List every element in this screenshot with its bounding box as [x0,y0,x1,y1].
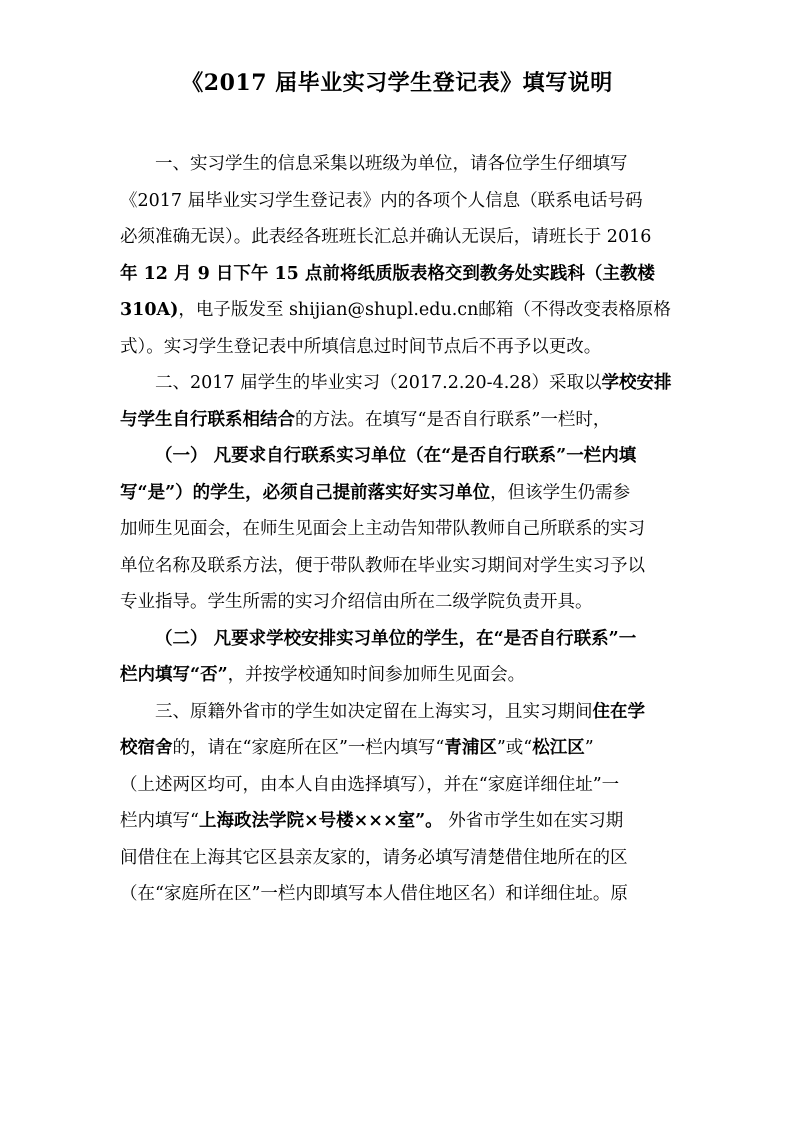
text-segment: 《2017 届毕业实习学生登记表》内的各项个人信息（联系电话号码 [120,190,643,211]
bold-text: （二） 凡要求学校安排实习单位的学生，在“是否自行联系”一 [155,628,637,649]
text-segment: 一、实习学生的信息采集以班级为单位，请各位学生仔细填写 [155,154,628,174]
bold-text: 学校安排 [601,373,672,393]
bold-text: 青浦区 [444,738,497,758]
text-segment: ”或“ [496,738,533,758]
text-line [120,694,682,731]
bold-text: 写“是”）的学生，必须自己提前落实好实习单位 [120,482,491,503]
bold-text: （一） 凡要求自行联系实习单位（在“是否自行联系”一栏内填 [155,446,637,466]
text-segment: 外省市学生如在实习期 [442,811,624,831]
text-segment: ，并按学校通知时间参加师生见面会。 [227,665,526,685]
bold-text: 310A) [120,300,179,320]
text-line [120,657,682,694]
text-line [120,767,682,804]
text-line [120,475,682,512]
document-title: 《2017 届毕业实习学生登记表》填写说明 [181,70,613,96]
text-segment: 间借住在上海其它区县亲友家的，请务必填写清楚借住地所在的区 [120,847,628,868]
text-segment: ，电子版发至 shijian@shupl.edu.cn邮箱（不得改变表格原格 [178,300,671,320]
text-line [120,621,682,658]
text-segment: 栏内填写“ [120,811,199,831]
text-segment: ” [584,738,594,758]
text-segment: （上述两区均可，由本人自由选择填写），并在“家庭详细住址”一 [120,774,620,795]
text-line [120,365,682,402]
text-line [120,438,682,475]
text-segment: 单位名称及联系方法，便于带队教师在毕业实习期间对学生实习予以 [120,555,645,576]
text-line [120,840,682,877]
text-line [120,329,682,366]
text-line [120,219,682,256]
text-line [120,584,682,621]
text-segment: 专业指导。学生所需的实习介绍信由所在二级学院负责开具。 [120,592,593,612]
text-segment: 二、2017 届学生的毕业实习（2017.2.20-4.28）采取以 [155,373,602,393]
text-line [120,548,682,585]
text-line [120,183,682,220]
bold-text: 校宿舍 [120,738,173,758]
text-line [120,730,682,767]
text-line [120,146,682,183]
bold-text: 松江区 [532,738,585,758]
text-segment: 加师生见面会，在师生见面会上主动告知带队教师自己所联系的实习 [120,519,645,539]
text-segment: 的方法。在填写“是否自行联系”一栏时， [295,409,611,430]
bold-text: 栏内填写“否” [120,665,228,685]
bold-text: 住在学 [592,701,645,722]
text-line [120,256,682,293]
text-line [120,876,682,913]
text-line [120,292,682,329]
text-segment: 的，请在“家庭所在区”一栏内填写“ [172,738,445,758]
text-segment: ，但该学生仍需参 [490,482,631,503]
text-segment: （在“家庭所在区”一栏内即填写本人借住地区名）和详细住址。原 [120,884,628,904]
text-line [120,803,682,840]
bold-text: 与学生自行联系相结合 [120,409,295,430]
document-body [120,146,682,913]
text-line [120,402,682,439]
text-segment: 式）。实习学生登记表中所填信息过时间节点后不再予以更改。 [120,336,602,357]
text-segment: 必须准确无误）。此表经各班班长汇总并确认无误后，请班长于 2016 [120,227,652,247]
text-segment: 三、原籍外省市的学生如决定留在上海实习，且实习期间 [155,701,593,722]
text-line [120,511,682,548]
bold-text: 年 12 月 9 日下午 15 点前将纸质版表格交到教务处实践科（主教楼 [120,263,655,284]
bold-text: 上海政法学院×号楼×××室”。 [198,811,443,831]
